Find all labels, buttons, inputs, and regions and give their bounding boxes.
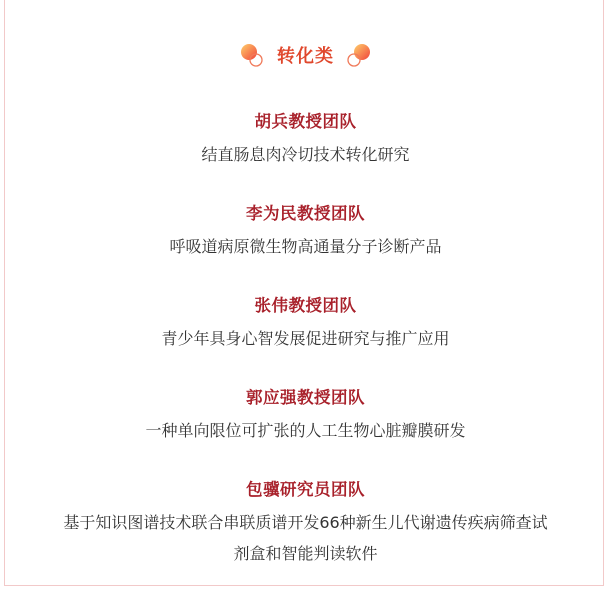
team-description: 结直肠息肉冷切技术转化研究 bbox=[201, 145, 410, 164]
team-entry bbox=[0, 479, 611, 569]
team-entry bbox=[0, 295, 611, 354]
team-description-line: 基于知识图谱技术联合串联质谱开发66种新生儿代谢遗传疾病筛查试 bbox=[63, 513, 548, 532]
team-name: 郭应强教授团队 bbox=[246, 388, 365, 407]
team-entry bbox=[0, 111, 611, 170]
team-name: 李为民教授团队 bbox=[246, 204, 365, 223]
gradient-bubbles-icon bbox=[346, 42, 372, 68]
section-header bbox=[0, 40, 611, 70]
team-description: 呼吸道病原微生物高通量分子诊断产品 bbox=[169, 237, 442, 256]
team-entry bbox=[0, 387, 611, 446]
team-entry bbox=[0, 203, 611, 262]
gradient-bubbles-icon bbox=[239, 42, 265, 68]
section-title: 转化类 bbox=[277, 46, 334, 67]
team-description: 青少年具身心智发展促进研究与推广应用 bbox=[161, 329, 450, 348]
team-name: 胡兵教授团队 bbox=[254, 112, 357, 131]
team-description: 一种单向限位可扩张的人工生物心脏瓣膜研发 bbox=[145, 421, 466, 440]
team-name: 张伟教授团队 bbox=[254, 296, 357, 315]
team-name: 包骥研究员团队 bbox=[246, 480, 365, 499]
team-description-line: 剂盒和智能判读软件 bbox=[233, 544, 378, 563]
team-description bbox=[0, 507, 611, 569]
